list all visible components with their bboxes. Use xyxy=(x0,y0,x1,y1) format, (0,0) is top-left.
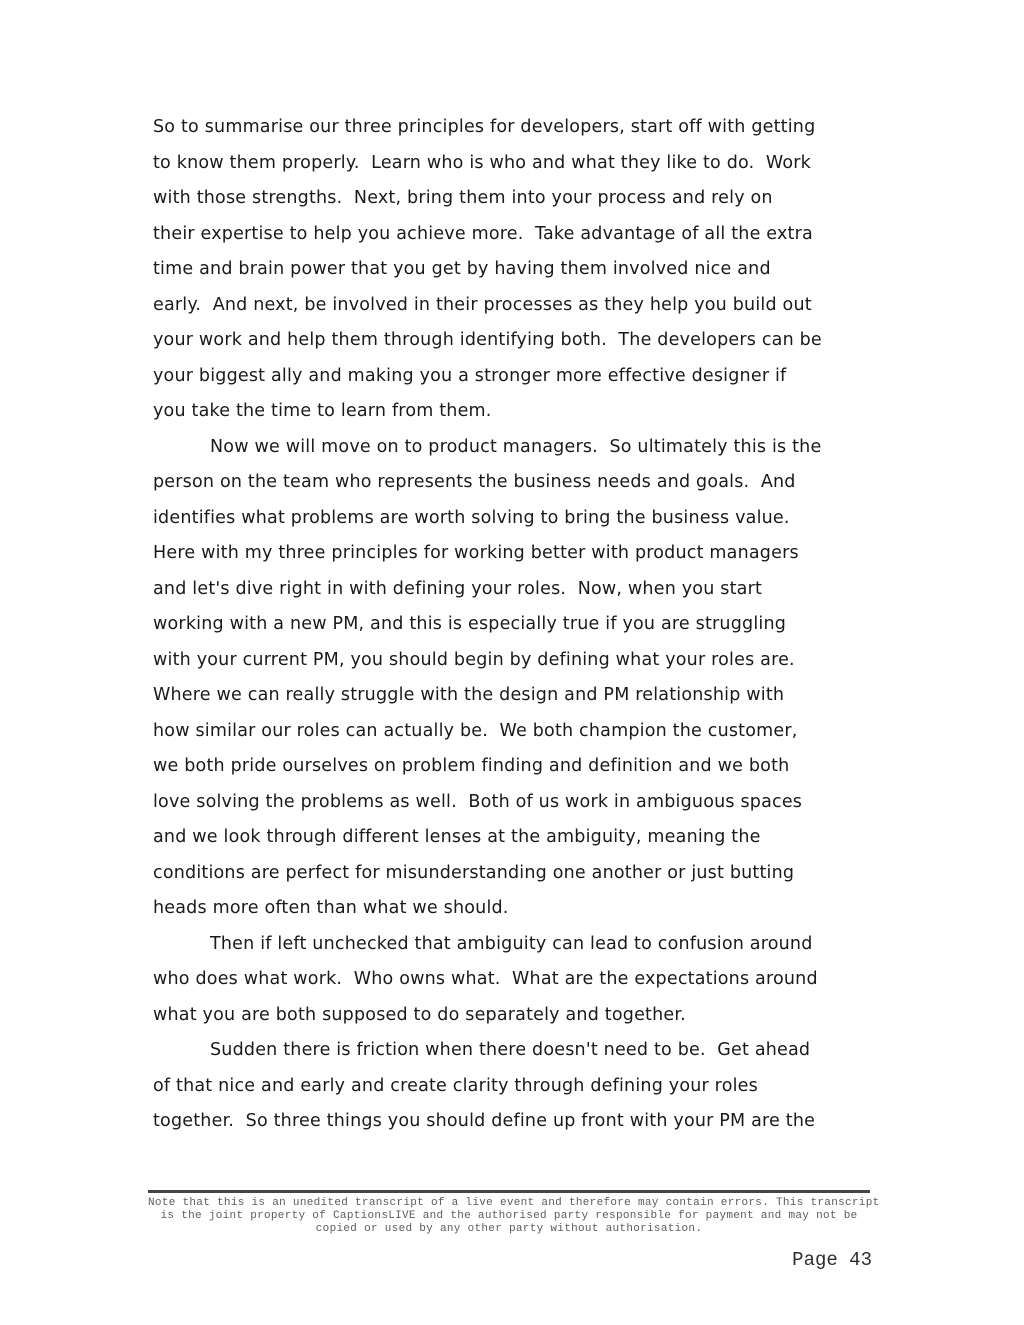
text-line: together. So three things you should define up front with your PM are the xyxy=(153,1111,816,1131)
disclaimer-line: Note that this is an unedited transcript of a live event and therefore may contain errors. This transcript xyxy=(148,1197,880,1209)
footer-disclaimer xyxy=(148,1197,880,1236)
text-line: we both pride ourselves on problem finding and definition and we both xyxy=(153,756,790,776)
text-line: your work and help them through identifying both. The developers can be xyxy=(153,330,822,350)
text-line: their expertise to help you achieve more. Take advantage of all the extra xyxy=(153,223,813,244)
text-line: So to summarise our three principles for developers, start off with getting xyxy=(153,117,816,137)
paragraph xyxy=(153,927,873,1034)
page-number: Page 43 xyxy=(792,1249,872,1271)
transcript-body xyxy=(153,110,873,1140)
text-line: how similar our roles can actually be. We both champion the customer, xyxy=(153,720,798,741)
text-line: Now we will move on to product managers. So ultimately this is the xyxy=(210,436,822,457)
text-line: with those strengths. Next, bring them into your process and rely on xyxy=(153,188,773,208)
text-line: of that nice and early and create clarity through defining your roles xyxy=(153,1075,758,1096)
text-line: Here with my three principles for working better with product managers xyxy=(153,543,799,563)
text-line: person on the team who represents the business needs and goals. And xyxy=(153,472,796,492)
text-line: and let's dive right in with defining your roles. Now, when you start xyxy=(153,578,763,599)
paragraph xyxy=(153,1033,873,1140)
paragraph xyxy=(153,110,873,430)
text-line: working with a new PM, and this is especially true if you are struggling xyxy=(153,614,787,634)
text-line: to know them properly. Learn who is who and what they like to do. Work xyxy=(153,152,812,173)
text-line: you take the time to learn from them. xyxy=(153,401,492,421)
disclaimer-line: is the joint property of CaptionsLIVE and the authorised party responsible for payment and may not be xyxy=(160,1210,858,1222)
paragraph xyxy=(153,430,873,927)
footer-divider xyxy=(148,1190,870,1193)
text-line: Then if left unchecked that ambiguity can lead to confusion around xyxy=(210,933,813,954)
text-line: heads more often than what we should. xyxy=(153,898,509,918)
text-line: love solving the problems as well. Both of us work in ambiguous spaces xyxy=(153,791,803,812)
text-line: and we look through different lenses at the ambiguity, meaning the xyxy=(153,827,761,847)
text-line: your biggest ally and making you a stronger more effective designer if xyxy=(153,365,787,386)
text-line: with your current PM, you should begin by defining what your roles are. xyxy=(153,649,795,670)
text-line: conditions are perfect for misunderstanding one another or just butting xyxy=(153,862,795,883)
text-line: what you are both supposed to do separately and together. xyxy=(153,1004,686,1025)
text-line: identifies what problems are worth solving to bring the business value. xyxy=(153,507,790,528)
text-line: Sudden there is friction when there doesn't need to be. Get ahead xyxy=(210,1040,811,1060)
text-line: early. And next, be involved in their processes as they help you build out xyxy=(153,294,812,315)
disclaimer-line: copied or used by any other party without authorisation. xyxy=(315,1223,703,1235)
text-line: time and brain power that you get by having them involved nice and xyxy=(153,259,771,279)
text-line: Where we can really struggle with the design and PM relationship with xyxy=(153,685,785,705)
text-line: who does what work. Who owns what. What are the expectations around xyxy=(153,969,818,989)
